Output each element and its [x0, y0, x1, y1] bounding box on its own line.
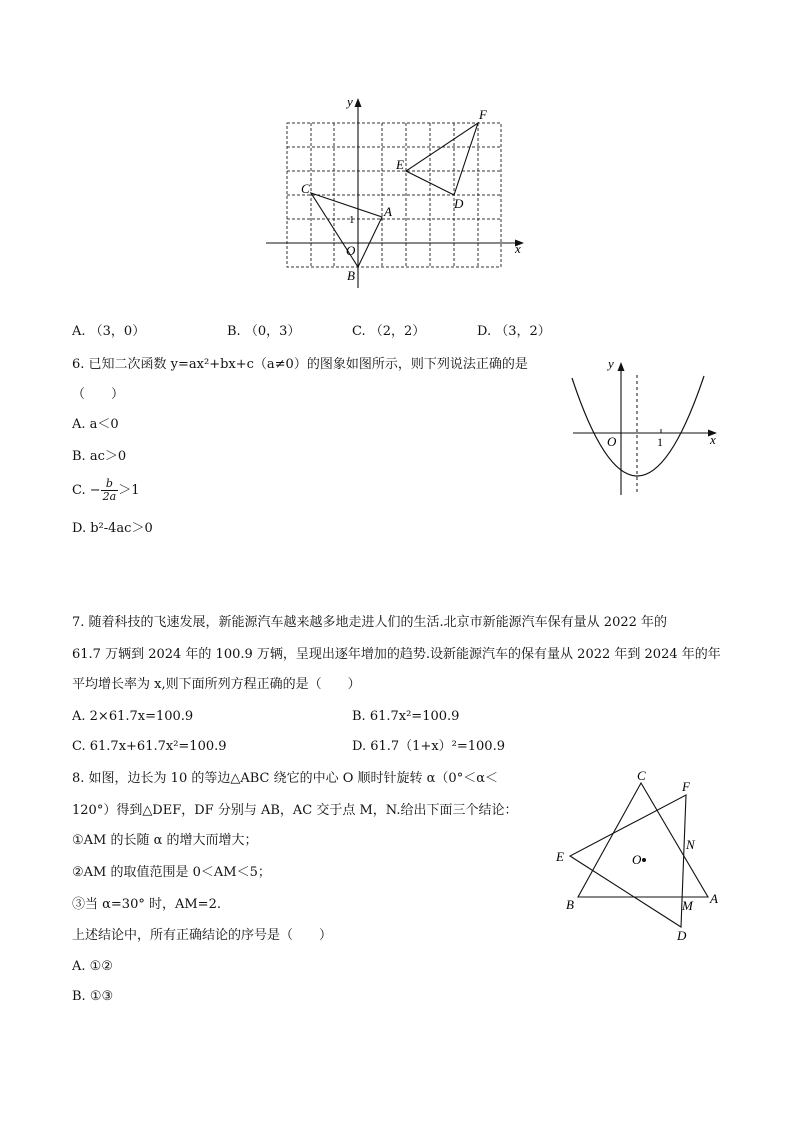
point-b-label: B [347, 268, 355, 283]
center-point-o [642, 858, 646, 862]
q6-parabola-graph [566, 350, 726, 500]
q6-option-b: B. ac＞0 [72, 449, 127, 464]
q8-question: 上述结论中，所有正确结论的序号是（ ） [72, 928, 333, 943]
q8-conclusion-3: ③当 α=30° 时，AM=2. [72, 897, 221, 912]
q8-line2: 120°）得到△DEF，DF 分别与 AB，AC 交于点 M，N.给出下面三个结论： [72, 803, 518, 818]
q7-option-b: B. 61.7x²=100.9 [352, 709, 460, 724]
grid-lines [287, 123, 501, 267]
point-f-label: F [682, 779, 690, 794]
q6-option-c-prefix: C. − [72, 483, 101, 498]
q6-stem-line1: 6. 已知二次函数 y=ax²+bx+c（a≠0）的图象如图所示，则下列说法正确的是 [72, 357, 528, 372]
point-a-label: A [384, 204, 392, 219]
point-m-label: M [682, 898, 693, 913]
q5-option-c: C. （2，2） [352, 324, 426, 339]
q6-option-c-fraction [101, 478, 119, 503]
q6-option-c-denominator: 2a [102, 490, 117, 503]
point-o-label: O [632, 852, 642, 867]
q5-option-a: A. （3，0） [72, 324, 146, 339]
axis-label-x: x [515, 241, 521, 256]
origin-label: O [346, 243, 356, 258]
q7-line2: 61.7 万辆到 2024 年的 100.9 万辆，呈现出逐年增加的趋势.设新能源汽车的保有量从 2022 年到 2024 年的年 [72, 647, 721, 662]
graph-origin-label: O [607, 434, 617, 449]
point-n-label: N [686, 837, 695, 852]
graph-x-label: x [710, 432, 716, 447]
point-d-label: D [454, 196, 464, 211]
q8-line1: 8. 如图，边长为 10 的等边△ABC 绕它的中心 O 顺时针旋转 α（0°＜α＜ [72, 771, 498, 786]
point-f-label: F [479, 107, 487, 122]
q8-conclusion-2: ②AM 的取值范围是 0＜AM＜5； [72, 865, 271, 880]
parabola-curve [572, 376, 704, 476]
q6-option-d: D. b²-4ac＞0 [72, 521, 153, 536]
q8-option-b: B. ①③ [72, 989, 114, 1004]
q6-stem-line2: （ ） [72, 387, 125, 402]
q5-option-d: D. （3，2） [477, 324, 551, 339]
point-e-label: E [556, 849, 564, 864]
q7-line1: 7. 随着科技的飞速发展，新能源汽车越来越多地走进人们的生活.北京市新能源汽车保有量从 2022 年的 [72, 615, 668, 630]
q7-option-d: D. 61.7（1+x）²=100.9 [352, 739, 505, 754]
q6-option-c [72, 477, 139, 505]
q5-grid-figure [262, 92, 532, 292]
q7-line3: 平均增长率为 x,则下面所列方程正确的是（ ） [72, 677, 361, 692]
q6-option-c-numerator: b [101, 478, 119, 491]
triangle-def [570, 795, 686, 927]
point-d-label: D [677, 928, 687, 943]
q6-option-a: A. a＜0 [72, 417, 119, 432]
graph-y-label: y [608, 356, 614, 371]
q7-option-a: A. 2×61.7x=100.9 [72, 709, 194, 724]
graph-tick-label: 1 [657, 435, 663, 449]
point-a-label: A [710, 891, 718, 906]
q7-option-c: C. 61.7x+61.7x²=100.9 [72, 739, 227, 754]
q5-option-b: B. （0，3） [227, 324, 301, 339]
point-e-label: E [396, 157, 404, 172]
axis-label-y: y [347, 94, 353, 109]
point-c-label: C [637, 768, 646, 783]
point-c-label: C [301, 181, 310, 196]
point-b-label: B [566, 897, 574, 912]
q8-triangles-figure [550, 765, 730, 945]
q8-conclusion-1: ①AM 的长随 α 的增大而增大； [72, 833, 258, 848]
q8-option-a: A. ①② [72, 959, 113, 974]
q6-option-c-suffix: ＞1 [118, 483, 140, 498]
unit-label: 1 [349, 214, 355, 226]
triangle-def [406, 123, 478, 195]
